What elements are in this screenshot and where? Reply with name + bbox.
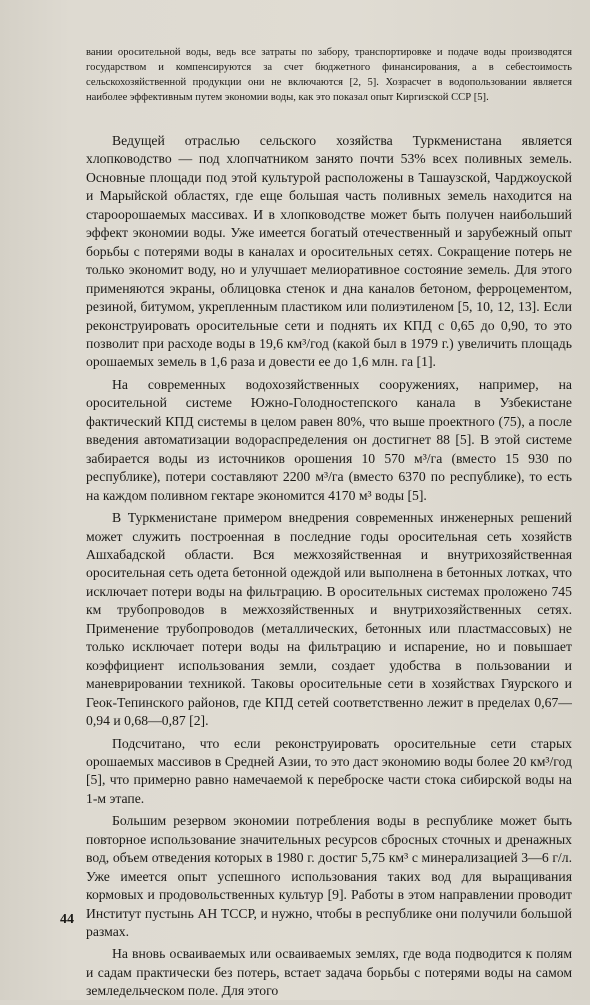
top-paragraph: вании оросительной воды, ведь все затраты по забору, транспортировке и подаче воды производятся государством и компенсируются за счет бюджетного финансирования, а в себестоимость сельскохозяйственной продукции они не включаются [2, 5]. Хозрасчет в водопользовании является наиболее эффективным путем экономии воды, как это показал опыт Киргизской ССР [5]. [86,47,572,103]
paragraph-ashgabat: В Туркменистане примером внедрения современных инженерных решений может служить построенная в последние годы оросительная сеть хозяйств Ашхабадской области. Вся межхозяйственная и внутрихозяйственная оросительная сеть одета бетонной одеждой или выполнена в бетонных лотках, что исключает потери воды на фильтрацию. В оросительных системах проложено 745 км трубопроводов в межхозяйственных и внутрихозяйственных сетях. Применение трубопроводов (металлических, бетонных или пластмассовых) не только исключает потери воды на фильтрацию и испарение, но и повышает коэффициент использования земли, создает удобства в пользовании и маневрировании техникой. Таковы оросительные сети в хозяйствах Гяурского и Геок-Тепинского районов, где КПД сетей соответственно лежит в пределах 0,67—0,94 и 0,68—0,87 [2]. [86,510,572,729]
page-number: 44 [60,912,74,927]
paragraph-central-asia: Подсчитано, что если реконструировать оросительные сети старых орошаемых массивов в Средней Азии, то это даст экономию воды более 20 км³/год [5], что примерно равно намечаемой к переброске части стока сибирской воды на 1-м этапе. [86,735,572,806]
main-text-block [86,132,572,1005]
paragraph-reuse: Большим резервом экономии потребления воды в республике может быть повторное использование значительных ресурсов сбросных сточных и дренажных вод, объем отведения которых в 1980 г. достиг 5,75 км³ с минерализацией 3—6 г/л. Уже имеется опыт успешного использования таких вод для выращивания кормовых и продовольственных культур [9]. Работы в этом направлении проводит Институт пустынь АН ТССР, и нужно, чтобы в республике они получили большой размах. [86,813,572,940]
paragraph-cotton: Ведущей отраслью сельского хозяйства Туркменистана является хлопководство — под хлопчатником занято почти 53% всех поливных земель. Основные площади под этой культурой расположены в Ташаузской, Чарджоуской и Марыйской областях, где еще большая часть поливных земель находится на староорошаемых массивах. И в хлопководстве может быть получен наибольший эффект экономии воды. Уже имеется богатый отечественный и зарубежный опыт борьбы с потерями воды в каналах и оросительных сетях. Сокращение потерь не только экономит воду, но и улучшает мелиоративное состояние земель. Для этого применяются экраны, облицовка стенок и дна каналов бетоном, ферроцементом, резиной, битумом, укрепленным пластиком или полиэтиленом [5, 10, 12, 13]. Если реконструировать оросительные сети и поднять их КПД с 0,65 до 0,90, то это позволит при расходе воды в 19,6 км³/год (какой был в 1979 г.) увеличить площадь орошаемых земель в 1,6 раза и довести ее до 1,6 млн. га [1]. [86,133,572,370]
paragraph-new-lands: На вновь осваиваемых или осваиваемых землях, где вода подводится к полям и садам практически без потерь, встает задача борьбы с потерями воды на самом земледельческом поле. Для этого [86,946,572,999]
paragraph-golodnaya-steppe: На современных водохозяйственных сооружениях, например, на оросительной системе Южно-Голодностепского канала в Узбекистане фактический КПД системы в целом равен 80%, что выше проектного (75), а после введения автоматизации водораспределения он достигнет 88 [5]. В этой системе забирается воды из источников орошения 10 570 м³/га (вместо 15 930 по республике), потери составляют 2200 м³/га (вместо 6370 по республике), то есть на каждом поливном гектаре экономится 4170 м³ воды [5]. [86,376,572,503]
top-paragraph-block [86,46,572,106]
